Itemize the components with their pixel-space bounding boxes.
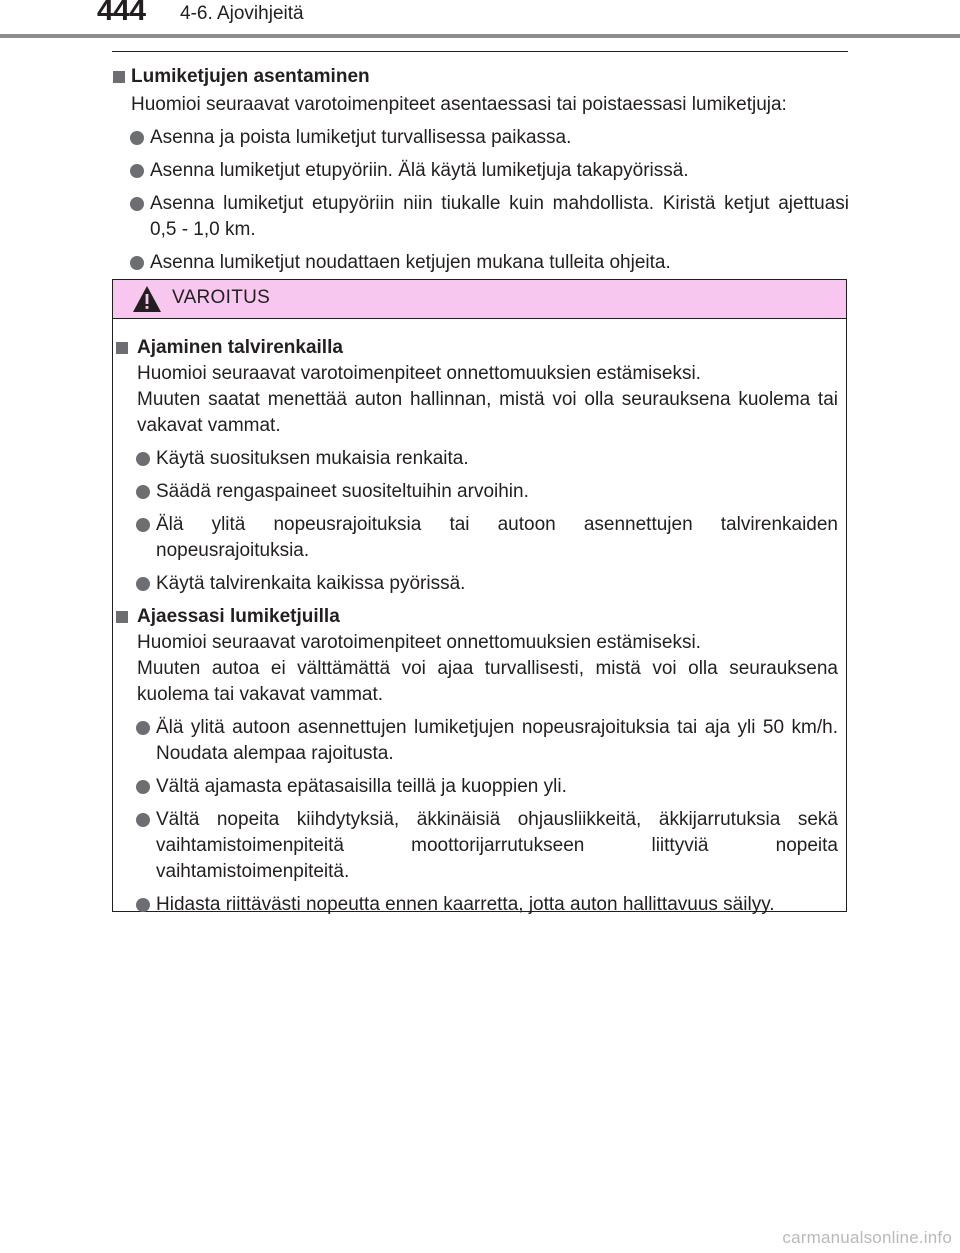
circle-bullet-icon [130,256,144,270]
circle-bullet-icon [136,898,150,912]
warning-block-heading: Ajaminen talvirenkailla [113,335,848,361]
header-rule [0,34,960,38]
warning-block-intro: Huomioi seuraavat varotoimenpiteet onnettomuuksien estämiseksi. Muuten saatat menettää auton hallinnan, mistä voi olla seurauksena kuolema tai vakavat vammat. [137,363,838,436]
warning-body [113,335,848,918]
circle-bullet-icon [130,197,144,211]
circle-bullet-icon [136,485,150,499]
list-item: Älä ylitä autoon asennettujen lumiketjujen nopeusrajoituksia tai aja yli 50 km/h. Noudata alempaa rajoitusta. [113,715,848,767]
list-item: Käytä suosituksen mukaisia renkaita. [113,446,848,472]
list-item: Asenna lumiketjut etupyöriin niin tiukalle kuin mahdollista. Kiristä ketjut ajettuasi 0,5 - 1,0 km. [113,191,849,243]
circle-bullet-icon [136,518,150,532]
circle-bullet-icon [136,813,150,827]
list-item: Vältä nopeita kiihdytyksiä, äkkinäisiä ohjausliikkeitä, äkkijarrutuksia sekä vaihtamistoimenpiteitä moottorijarrutukseen liittyviä nopeita vaihtamistoimenpiteitä. [113,807,848,885]
list-item: Hidasta riittävästi nopeutta ennen kaarretta, jotta auton hallittavuus säilyy. [113,892,848,918]
list-item: Asenna lumiketjut noudattaen ketjujen mukana tulleita ohjeita. [113,250,849,276]
list-item: Säädä rengaspaineet suositeltuihin arvoihin. [113,479,848,505]
section-divider [112,51,848,52]
list-item: Käytä talvirenkaita kaikissa pyörissä. [113,571,848,597]
page-header [0,0,960,40]
circle-bullet-icon [136,577,150,591]
circle-bullet-icon [136,452,150,466]
page-number: 444 [97,0,146,27]
circle-bullet-icon [136,780,150,794]
list-item: Älä ylitä nopeusrajoituksia tai autoon asennettujen talvirenkaiden nopeusrajoituksia. [113,512,848,564]
circle-bullet-icon [136,721,150,735]
square-bullet-icon [113,71,125,83]
warning-box [112,279,847,915]
warning-block-heading: Ajaessasi lumiketjuilla [113,604,848,630]
circle-bullet-icon [130,131,144,145]
section-snow-chain-installation [113,64,849,276]
square-bullet-icon [116,611,128,623]
chapter-title: 4-6. Ajovihjeitä [180,3,304,24]
list-item: Vältä ajamasta epätasaisilla teillä ja kuoppien yli. [113,774,848,800]
list-item: Asenna ja poista lumiketjut turvallisessa paikassa. [113,125,849,151]
warning-header [113,280,846,319]
warning-title: VAROITUS [172,287,271,308]
section-heading: Lumiketjujen asentaminen [113,64,849,90]
warning-block-intro: Huomioi seuraavat varotoimenpiteet onnettomuuksien estämiseksi. Muuten autoa ei välttämättä voi ajaa turvallisesti, mistä voi olla seurauksena kuolema tai vakavat vammat. [137,632,838,705]
watermark: carmanualsonline.info [782,1228,952,1247]
circle-bullet-icon [130,164,144,178]
section-intro: Huomioi seuraavat varotoimenpiteet asentaessasi tai poistaessasi lumiketjuja: [131,94,787,115]
square-bullet-icon [116,342,128,354]
warning-triangle-icon [132,285,162,313]
list-item: Asenna lumiketjut etupyöriin. Älä käytä lumiketjuja takapyörissä. [113,158,849,184]
